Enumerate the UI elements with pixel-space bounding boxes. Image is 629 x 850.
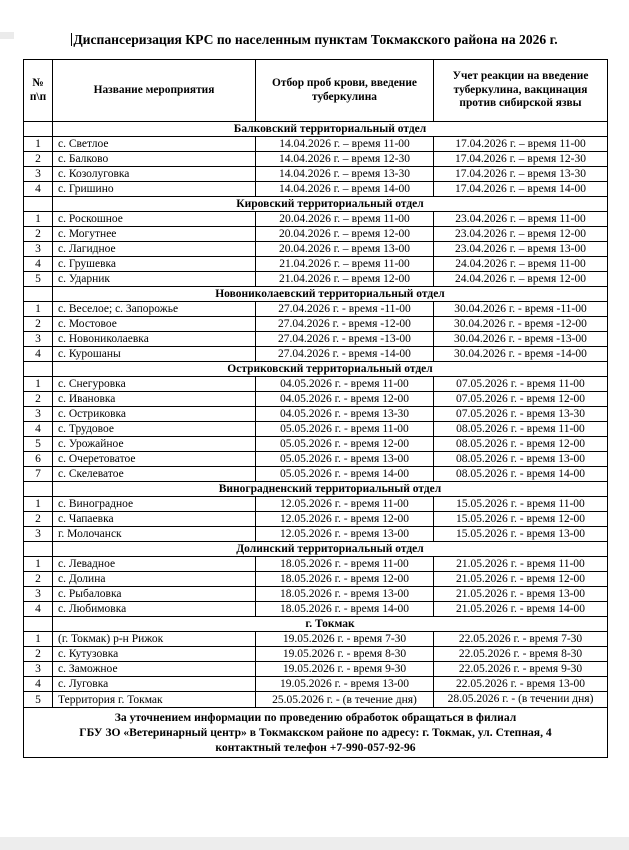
- table-row: [24, 377, 608, 392]
- blood-sampling-date: 20.04.2026 г. – время 11-00: [256, 212, 434, 227]
- blood-sampling-date: 14.04.2026 г. – время 13-30: [256, 167, 434, 182]
- reaction-vaccination-date: 08.05.2026 г. - время 11-00: [434, 422, 608, 437]
- row-number: 7: [24, 467, 53, 482]
- blood-sampling-date: 25.05.2026 г. - (в течение дня): [256, 692, 434, 708]
- settlement-name: с. Веселое; с. Запорожье: [53, 302, 256, 317]
- row-number: 1: [24, 137, 53, 152]
- reaction-vaccination-date: 17.04.2026 г. – время 12-30: [434, 152, 608, 167]
- row-number: 3: [24, 587, 53, 602]
- blood-sampling-date: 05.05.2026 г. - время 11-00: [256, 422, 434, 437]
- table-row: [24, 602, 608, 617]
- row-number: 2: [24, 647, 53, 662]
- settlement-name: (г. Токмак) р-н Рижок: [53, 632, 256, 647]
- settlement-name: с. Кутузовка: [53, 647, 256, 662]
- section-header-row: [24, 122, 608, 137]
- settlement-name: с. Балково: [53, 152, 256, 167]
- blood-sampling-date: 05.05.2026 г. - время 14-00: [256, 467, 434, 482]
- settlement-name: с. Луговка: [53, 677, 256, 692]
- row-number: 5: [24, 272, 53, 287]
- row-number: 1: [24, 497, 53, 512]
- blood-sampling-date: 05.05.2026 г. - время 12-00: [256, 437, 434, 452]
- reaction-vaccination-date: 17.04.2026 г. – время 13-30: [434, 167, 608, 182]
- section-header-row: [24, 197, 608, 212]
- reaction-vaccination-date: 30.04.2026 г. - время -12-00: [434, 317, 608, 332]
- blood-sampling-date: 14.04.2026 г. – время 14-00: [256, 182, 434, 197]
- blood-sampling-date: 12.05.2026 г. - время 13-00: [256, 527, 434, 542]
- reaction-vaccination-date: 22.05.2026 г. - время 9-30: [434, 662, 608, 677]
- blood-sampling-date: 27.04.2026 г. - время -13-00: [256, 332, 434, 347]
- row-number: 3: [24, 332, 53, 347]
- table-row: [24, 212, 608, 227]
- table-row: [24, 497, 608, 512]
- settlement-name: с. Долина: [53, 572, 256, 587]
- settlement-name: с. Новониколаевка: [53, 332, 256, 347]
- table-row: [24, 632, 608, 647]
- dispensarization-schedule-table: [23, 59, 608, 758]
- settlement-name: с. Курошаны: [53, 347, 256, 362]
- blood-sampling-date: 04.05.2026 г. - время 12-00: [256, 392, 434, 407]
- settlement-name: с. Ивановка: [53, 392, 256, 407]
- reaction-vaccination-date: 23.04.2026 г. – время 11-00: [434, 212, 608, 227]
- row-number: 1: [24, 632, 53, 647]
- table-row: [24, 557, 608, 572]
- table-row: [24, 392, 608, 407]
- blood-sampling-date: 14.04.2026 г. – время 12-30: [256, 152, 434, 167]
- blood-sampling-date: 20.04.2026 г. – время 13-00: [256, 242, 434, 257]
- table-row: [24, 527, 608, 542]
- table-row: [24, 167, 608, 182]
- blood-sampling-date: 12.05.2026 г. - время 11-00: [256, 497, 434, 512]
- section-row-empty-cell: [24, 197, 53, 212]
- blood-sampling-date: 21.04.2026 г. – время 12-00: [256, 272, 434, 287]
- reaction-vaccination-date: 08.05.2026 г. - время 13-00: [434, 452, 608, 467]
- settlement-name: с. Гришино: [53, 182, 256, 197]
- reaction-vaccination-date: 08.05.2026 г. - время 12-00: [434, 437, 608, 452]
- row-number: 4: [24, 182, 53, 197]
- blood-sampling-date: 19.05.2026 г. - время 13-00: [256, 677, 434, 692]
- reaction-vaccination-date: 21.05.2026 г. - время 11-00: [434, 557, 608, 572]
- table-row: [24, 512, 608, 527]
- section-title: Остриковский территориальный отдел: [53, 362, 608, 377]
- reaction-vaccination-date: 15.05.2026 г. - время 12-00: [434, 512, 608, 527]
- table-row: [24, 692, 608, 708]
- settlement-name: с. Мостовое: [53, 317, 256, 332]
- page-title-text: Диспансеризация КРС по населенным пунктам Токмакского района на 2026 г.: [73, 32, 558, 47]
- row-number: 3: [24, 407, 53, 422]
- section-row-empty-cell: [24, 542, 53, 557]
- row-number: 3: [24, 527, 53, 542]
- row-number: 1: [24, 212, 53, 227]
- section-header-row: [24, 617, 608, 632]
- row-number: 2: [24, 152, 53, 167]
- section-row-empty-cell: [24, 617, 53, 632]
- row-number: 3: [24, 167, 53, 182]
- settlement-name: с. Чапаевка: [53, 512, 256, 527]
- section-header-row: [24, 482, 608, 497]
- section-title: г. Токмак: [53, 617, 608, 632]
- blood-sampling-date: 18.05.2026 г. - время 14-00: [256, 602, 434, 617]
- blood-sampling-date: 14.04.2026 г. – время 11-00: [256, 137, 434, 152]
- blood-sampling-date: 20.04.2026 г. – время 12-00: [256, 227, 434, 242]
- reaction-vaccination-date: 07.05.2026 г. - время 13-30: [434, 407, 608, 422]
- table-row: [24, 437, 608, 452]
- reaction-vaccination-date: 15.05.2026 г. - время 13-00: [434, 527, 608, 542]
- section-row-empty-cell: [24, 482, 53, 497]
- row-number: 3: [24, 662, 53, 677]
- section-title: Долинский территориальный отдел: [53, 542, 608, 557]
- table-row: [24, 182, 608, 197]
- settlement-name: с. Рыбаловка: [53, 587, 256, 602]
- table-row: [24, 587, 608, 602]
- settlement-name: с. Ударник: [53, 272, 256, 287]
- table-row: [24, 572, 608, 587]
- column-header-event-name: Название мероприятия: [53, 60, 256, 122]
- settlement-name: с. Остриковка: [53, 407, 256, 422]
- blood-sampling-date: 18.05.2026 г. - время 13-00: [256, 587, 434, 602]
- settlement-name: с. Роскошное: [53, 212, 256, 227]
- table-row: [24, 677, 608, 692]
- column-header-number: № п\п: [24, 60, 53, 122]
- table-row: [24, 242, 608, 257]
- row-number: 5: [24, 692, 53, 708]
- settlement-name: г. Молочанск: [53, 527, 256, 542]
- section-row-empty-cell: [24, 287, 53, 302]
- settlement-name: с. Скелеватое: [53, 467, 256, 482]
- blood-sampling-date: 27.04.2026 г. - время -11-00: [256, 302, 434, 317]
- row-number: 5: [24, 437, 53, 452]
- contact-info-line: За уточнением информации по проведению обработок обращаться в филиал: [114, 711, 517, 724]
- reaction-vaccination-date: 07.05.2026 г. - время 11-00: [434, 377, 608, 392]
- blood-sampling-date: 12.05.2026 г. - время 12-00: [256, 512, 434, 527]
- reaction-vaccination-date: 22.05.2026 г. - время 7-30: [434, 632, 608, 647]
- section-row-empty-cell: [24, 122, 53, 137]
- blood-sampling-date: 05.05.2026 г. - время 13-00: [256, 452, 434, 467]
- table-row: [24, 317, 608, 332]
- section-title: Кировский территориальный отдел: [53, 197, 608, 212]
- row-number: 1: [24, 302, 53, 317]
- row-number: 4: [24, 422, 53, 437]
- table-row: [24, 257, 608, 272]
- table-row: [24, 227, 608, 242]
- reaction-vaccination-date: 30.04.2026 г. - время -13-00: [434, 332, 608, 347]
- reaction-vaccination-date: 28.05.2026 г. - (в течении дня): [434, 692, 608, 708]
- reaction-vaccination-date: 15.05.2026 г. - время 11-00: [434, 497, 608, 512]
- reaction-vaccination-date: 22.05.2026 г. - время 13-00: [434, 677, 608, 692]
- section-title: Балковский территориальный отдел: [53, 122, 608, 137]
- row-number: 4: [24, 677, 53, 692]
- blood-sampling-date: 18.05.2026 г. - время 12-00: [256, 572, 434, 587]
- settlement-name: с. Могутнее: [53, 227, 256, 242]
- table-header-row: [24, 60, 608, 122]
- reaction-vaccination-date: 30.04.2026 г. - время -14-00: [434, 347, 608, 362]
- blood-sampling-date: 04.05.2026 г. - время 11-00: [256, 377, 434, 392]
- reaction-vaccination-date: 22.05.2026 г. - время 8-30: [434, 647, 608, 662]
- reaction-vaccination-date: 21.05.2026 г. - время 12-00: [434, 572, 608, 587]
- settlement-name: с. Виноградное: [53, 497, 256, 512]
- contact-info-line: контактный телефон +7-990-057-92-96: [215, 741, 416, 754]
- row-number: 4: [24, 602, 53, 617]
- section-header-row: [24, 362, 608, 377]
- reaction-vaccination-date: 23.04.2026 г. – время 13-00: [434, 242, 608, 257]
- reaction-vaccination-date: 17.04.2026 г. – время 11-00: [434, 137, 608, 152]
- blood-sampling-date: 21.04.2026 г. – время 11-00: [256, 257, 434, 272]
- row-number: 4: [24, 347, 53, 362]
- settlement-name: с. Светлое: [53, 137, 256, 152]
- row-number: 1: [24, 377, 53, 392]
- table-row: [24, 332, 608, 347]
- table-row: [24, 467, 608, 482]
- settlement-name: с. Снегуровка: [53, 377, 256, 392]
- row-number: 3: [24, 242, 53, 257]
- reaction-vaccination-date: 23.04.2026 г. – время 12-00: [434, 227, 608, 242]
- blood-sampling-date: 19.05.2026 г. - время 8-30: [256, 647, 434, 662]
- section-header-row: [24, 287, 608, 302]
- blood-sampling-date: 27.04.2026 г. - время -12-00: [256, 317, 434, 332]
- section-header-row: [24, 542, 608, 557]
- row-number: 2: [24, 572, 53, 587]
- reaction-vaccination-date: 17.04.2026 г. – время 14-00: [434, 182, 608, 197]
- reaction-vaccination-date: 24.04.2026 г. – время 11-00: [434, 257, 608, 272]
- footer-row: [24, 708, 608, 758]
- section-title: Новониколаевский территориальный отдел: [53, 287, 608, 302]
- table-row: [24, 407, 608, 422]
- settlement-name: с. Заможное: [53, 662, 256, 677]
- page-edge-corner: [0, 32, 14, 39]
- table-row: [24, 302, 608, 317]
- table-row: [24, 347, 608, 362]
- settlement-name: с. Лагидное: [53, 242, 256, 257]
- table-row: [24, 452, 608, 467]
- row-number: 2: [24, 227, 53, 242]
- blood-sampling-date: 27.04.2026 г. - время -14-00: [256, 347, 434, 362]
- table-row: [24, 647, 608, 662]
- settlement-name: с. Трудовое: [53, 422, 256, 437]
- row-number: 1: [24, 557, 53, 572]
- reaction-vaccination-date: 07.05.2026 г. - время 12-00: [434, 392, 608, 407]
- table-row: [24, 152, 608, 167]
- reaction-vaccination-date: 24.04.2026 г. – время 12-00: [434, 272, 608, 287]
- table-row: [24, 422, 608, 437]
- blood-sampling-date: 19.05.2026 г. - время 7-30: [256, 632, 434, 647]
- reaction-vaccination-date: 30.04.2026 г. - время -11-00: [434, 302, 608, 317]
- row-number: 6: [24, 452, 53, 467]
- row-number: 4: [24, 257, 53, 272]
- page-edge-bottom: [0, 837, 629, 850]
- table-row: [24, 272, 608, 287]
- reaction-vaccination-date: 21.05.2026 г. - время 13-00: [434, 587, 608, 602]
- settlement-name: с. Козолуговка: [53, 167, 256, 182]
- blood-sampling-date: 19.05.2026 г. - время 9-30: [256, 662, 434, 677]
- contact-info-line: ГБУ ЗО «Ветеринарный центр» в Токмакском районе по адресу: г. Токмак, ул. Степная, 4: [79, 726, 552, 739]
- blood-sampling-date: 18.05.2026 г. - время 11-00: [256, 557, 434, 572]
- row-number: 2: [24, 512, 53, 527]
- section-row-empty-cell: [24, 362, 53, 377]
- reaction-vaccination-date: 08.05.2026 г. - время 14-00: [434, 467, 608, 482]
- contact-info-block: [24, 708, 608, 758]
- settlement-name: с. Левадное: [53, 557, 256, 572]
- blood-sampling-date: 04.05.2026 г. - время 13-30: [256, 407, 434, 422]
- page-title: [23, 32, 606, 48]
- settlement-name: с. Грушевка: [53, 257, 256, 272]
- row-number: 2: [24, 392, 53, 407]
- reaction-vaccination-date: 21.05.2026 г. - время 14-00: [434, 602, 608, 617]
- column-header-blood-sampling: Отбор проб крови, введение туберкулина: [256, 60, 434, 122]
- table-row: [24, 662, 608, 677]
- table-row: [24, 137, 608, 152]
- settlement-name: с. Очеретоватое: [53, 452, 256, 467]
- section-title: Виноградненский территориальный отдел: [53, 482, 608, 497]
- settlement-name: с. Любимовка: [53, 602, 256, 617]
- row-number: 2: [24, 317, 53, 332]
- schedule-table-body: [24, 122, 608, 708]
- settlement-name: с. Урожайное: [53, 437, 256, 452]
- column-header-reaction-vaccination: Учет реакции на введение туберкулина, вакцинация против сибирской язвы: [434, 60, 608, 122]
- settlement-name: Территория г. Токмак: [53, 692, 256, 708]
